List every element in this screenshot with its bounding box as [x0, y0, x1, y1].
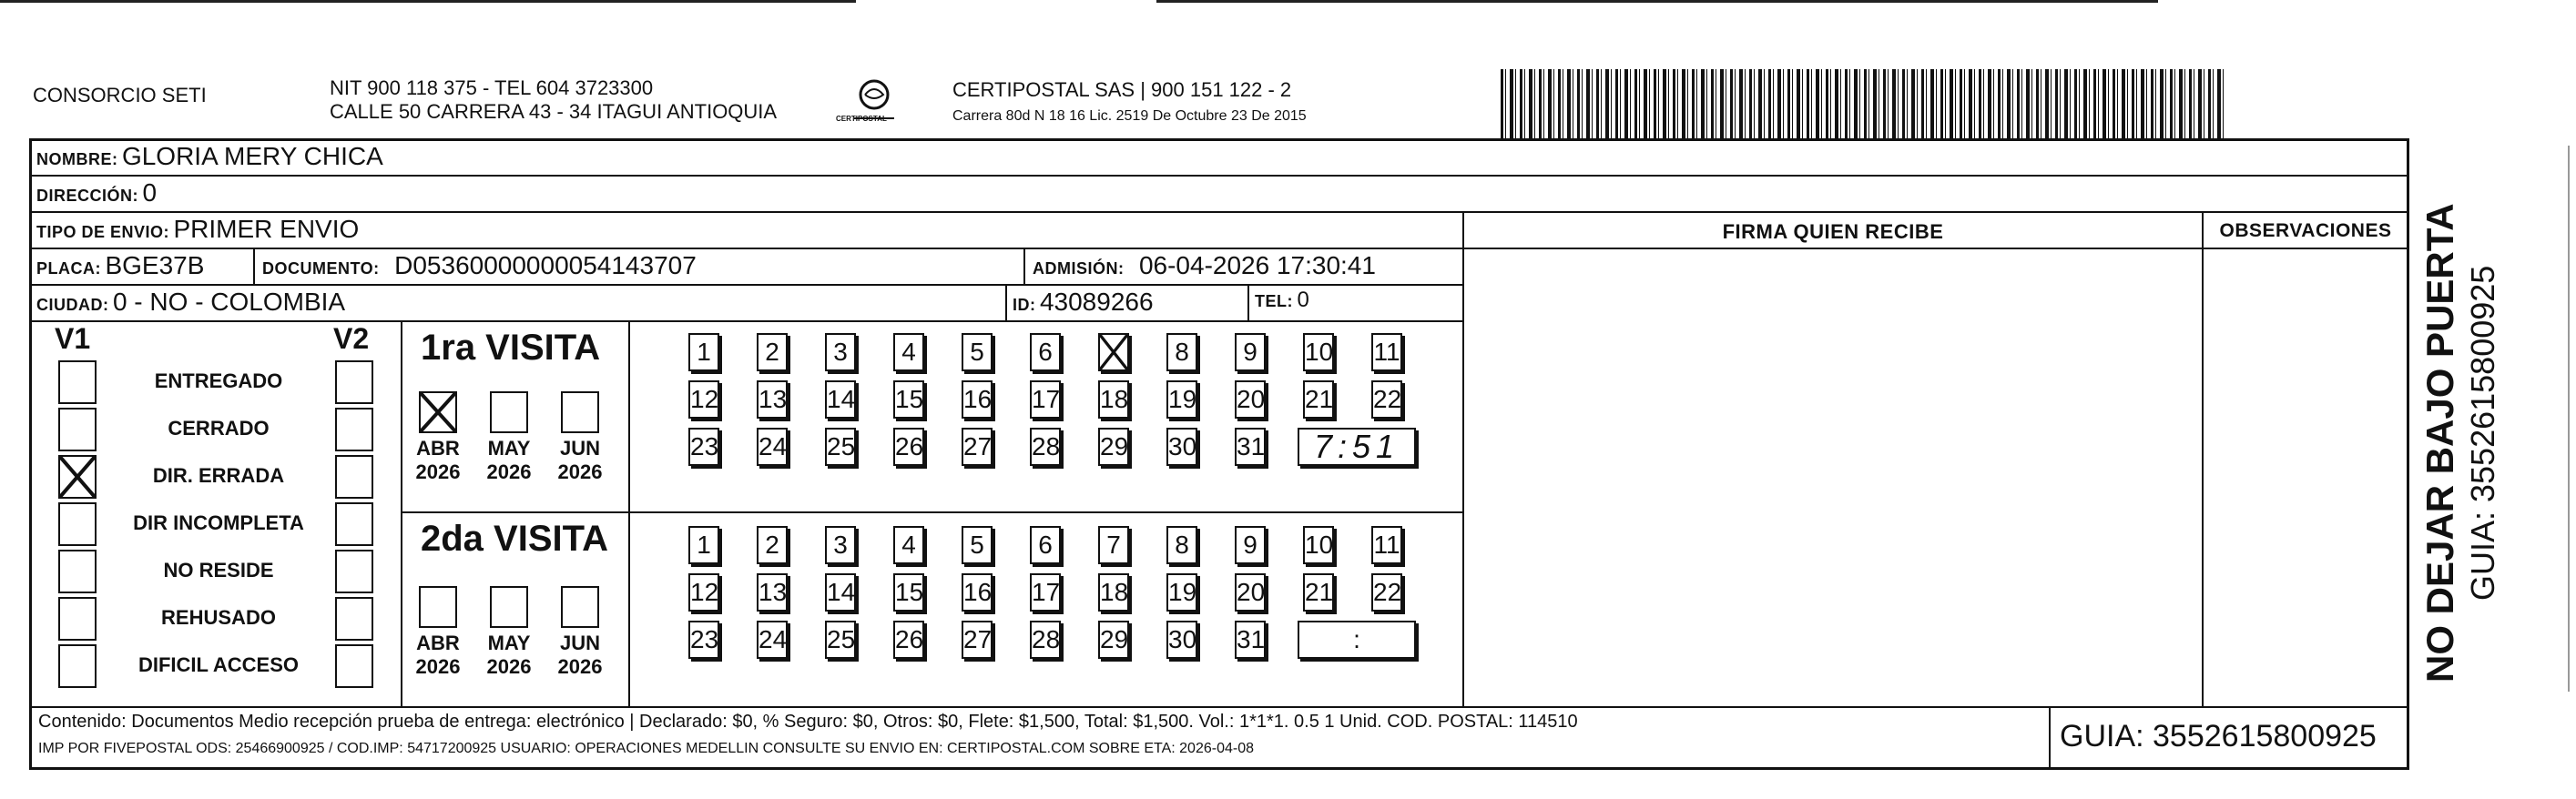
- visit2-month-checkbox[interactable]: [561, 586, 599, 628]
- status-label: ENTREGADO: [154, 369, 283, 392]
- visit2-day[interactable]: 20: [1235, 573, 1266, 612]
- visit1-day[interactable]: 18: [1098, 380, 1129, 419]
- v2-checkbox[interactable]: [335, 360, 373, 404]
- visit2-day[interactable]: 14: [825, 573, 856, 612]
- tipo-envio-label: TIPO DE ENVIO:: [36, 223, 170, 241]
- tipo-envio-row: [36, 215, 359, 244]
- ciudad-field: [36, 288, 345, 317]
- documento-value: D05360000000054143707: [394, 251, 697, 279]
- visit2-month-label: MAY: [487, 632, 531, 654]
- visit2-day[interactable]: 10: [1303, 526, 1334, 564]
- visit2-day[interactable]: 28: [1030, 621, 1061, 659]
- visit1-month-label: JUN: [559, 437, 600, 460]
- visit1-day[interactable]: 22: [1371, 380, 1402, 419]
- visit2-day[interactable]: 3: [825, 526, 856, 564]
- nombre-value: GLORIA MERY CHICA: [121, 142, 383, 170]
- visit1-day[interactable]: 8: [1166, 333, 1197, 371]
- visit2-day[interactable]: 13: [757, 573, 788, 612]
- visit1-time-box[interactable]: 7:51: [1298, 428, 1416, 466]
- visit1-day[interactable]: 2: [757, 333, 788, 371]
- status-label: NO RESIDE: [163, 559, 274, 582]
- visit2-month-year: 2026: [557, 655, 603, 678]
- top-edge-line: [0, 0, 856, 3]
- visit1-month-checkbox[interactable]: [490, 391, 528, 433]
- visit2-day[interactable]: 12: [688, 573, 719, 612]
- visit1-day[interactable]: 28: [1030, 428, 1061, 466]
- v2-heading: V2: [333, 322, 370, 355]
- id-value: 43089266: [1039, 288, 1154, 316]
- visit1-day[interactable]: 24: [757, 428, 788, 466]
- documento-field: [262, 251, 697, 280]
- visit2-time-box[interactable]: :: [1298, 621, 1416, 659]
- visit1-day[interactable]: 3: [825, 333, 856, 371]
- v2-checkbox[interactable]: [335, 597, 373, 641]
- v2-checkbox[interactable]: [335, 644, 373, 688]
- visit2-month-year: 2026: [415, 655, 461, 678]
- status-label: CERRADO: [168, 417, 270, 440]
- documento-label: DOCUMENTO:: [262, 259, 380, 278]
- observaciones-heading: OBSERVACIONES: [2219, 220, 2392, 241]
- visit1-day[interactable]: 27: [962, 428, 993, 466]
- nombre-label: NOMBRE:: [36, 150, 118, 168]
- nombre-row: [36, 142, 383, 171]
- visit2-day[interactable]: 7: [1098, 526, 1129, 564]
- status-label: DIR INCOMPLETA: [133, 511, 304, 534]
- visit1-month-label: ABR: [416, 437, 460, 460]
- v2-checkbox[interactable]: [335, 550, 373, 593]
- visit2-day[interactable]: 8: [1166, 526, 1197, 564]
- side-guia-text: GUIA: 3552615800925: [2464, 265, 2501, 601]
- visit1-day[interactable]: 10: [1303, 333, 1334, 371]
- direccion-label: DIRECCIÓN:: [36, 187, 138, 205]
- placa-field: [36, 251, 204, 280]
- visit1-day[interactable]: 6: [1030, 333, 1061, 371]
- visit2-day[interactable]: 26: [893, 621, 924, 659]
- visit1-day[interactable]: 17: [1030, 380, 1061, 419]
- visit1-day[interactable]: 12: [688, 380, 719, 419]
- footer-imp: IMP POR FIVEPOSTAL ODS: 25466900925 / COD.IMP: 54717200925 USUARIO: OPERACIONES MEDELLIN CONSULTE SU ENVIO EN: CERTIPOSTAL.COM SOBRE ETA: 2026-04-08: [38, 741, 1254, 756]
- visit2-day[interactable]: 23: [688, 621, 719, 659]
- admision-field: [1033, 251, 1376, 280]
- carrier-line: CERTIPOSTAL SAS | 900 151 122 - 2: [952, 78, 1292, 101]
- visit2-day[interactable]: 6: [1030, 526, 1061, 564]
- barcode: [1501, 69, 2227, 138]
- visit1-month-year: 2026: [557, 460, 603, 483]
- ciudad-label: CIUDAD:: [36, 296, 109, 314]
- footer-guia: GUIA: 3552615800925: [2060, 719, 2377, 753]
- logo-caption: CERTIPOSTAL: [836, 115, 887, 123]
- visit1-day[interactable]: 20: [1235, 380, 1266, 419]
- visit2-month-label: ABR: [416, 632, 460, 654]
- right-edge-line: [2568, 146, 2570, 692]
- placa-value: BGE37B: [105, 251, 205, 279]
- tel-field: [1255, 288, 1309, 313]
- visit2-day[interactable]: 4: [893, 526, 924, 564]
- carrier-license: Carrera 80d N 18 16 Lic. 2519 De Octubre 23 De 2015: [952, 108, 1307, 124]
- visit2-month-checkbox[interactable]: [490, 586, 528, 628]
- visit1-day[interactable]: 14: [825, 380, 856, 419]
- visit2-month-year: 2026: [486, 655, 532, 678]
- tel-value: 0: [1297, 288, 1309, 312]
- visit2-day[interactable]: 19: [1166, 573, 1197, 612]
- nit-line: NIT 900 118 375 - TEL 604 3723300: [330, 76, 654, 99]
- v1-heading: V1: [55, 322, 91, 355]
- visit2-day[interactable]: 29: [1098, 621, 1129, 659]
- tel-label: TEL:: [1255, 292, 1293, 310]
- visit1-day[interactable]: 4: [893, 333, 924, 371]
- visit1-month-label: MAY: [487, 437, 531, 460]
- firma-heading: FIRMA QUIEN RECIBE: [1722, 220, 1944, 243]
- visit2-day[interactable]: 27: [962, 621, 993, 659]
- visit2-day[interactable]: 2: [757, 526, 788, 564]
- id-field: [1013, 288, 1154, 317]
- top-edge-line-right: [1156, 0, 2158, 3]
- visit1-day[interactable]: 9: [1235, 333, 1266, 371]
- visit1-month-checkbox[interactable]: [419, 391, 457, 433]
- visit2-title: 2da VISITA: [421, 519, 608, 559]
- visit2-month-label: JUN: [559, 632, 600, 654]
- status-label: DIR. ERRADA: [152, 464, 285, 487]
- visit1-month-year: 2026: [415, 460, 461, 483]
- visit1-day[interactable]: 21: [1303, 380, 1334, 419]
- visit1-day[interactable]: 30: [1166, 428, 1197, 466]
- visit1-day[interactable]: 25: [825, 428, 856, 466]
- admision-value: 06-04-2026 17:30:41: [1138, 251, 1376, 279]
- visit1-day[interactable]: 26: [893, 428, 924, 466]
- ciudad-value: 0 - NO - COLOMBIA: [112, 288, 346, 316]
- visit1-day[interactable]: 19: [1166, 380, 1197, 419]
- visit1-month-year: 2026: [486, 460, 532, 483]
- visit1-day[interactable]: 29: [1098, 428, 1129, 466]
- visit2-day[interactable]: 30: [1166, 621, 1197, 659]
- visit1-day[interactable]: 31: [1235, 428, 1266, 466]
- company-name: CONSORCIO SETI: [33, 84, 207, 106]
- visit2-day[interactable]: 9: [1235, 526, 1266, 564]
- visit1-day[interactable]: [1098, 333, 1129, 371]
- address-line: CALLE 50 CARRERA 43 - 34 ITAGUI ANTIOQUIA: [330, 100, 778, 123]
- visit1-day[interactable]: 13: [757, 380, 788, 419]
- visit2-day[interactable]: 15: [893, 573, 924, 612]
- visit1-title: 1ra VISITA: [421, 328, 601, 368]
- visit2-day[interactable]: 1: [688, 526, 719, 564]
- footer-contenido: Contenido: Documentos Medio recepción prueba de entrega: electrónico | Declarado: $0, % Seguro: $0, Otros: $0, Flete: $1,500, Total: $1,500. Vol.: 1*1*1. 0.5 1 Unid. COD. POSTAL: 114510: [38, 712, 1578, 732]
- visit1-day[interactable]: 1: [688, 333, 719, 371]
- visit2-day[interactable]: 5: [962, 526, 993, 564]
- visit2-day[interactable]: 24: [757, 621, 788, 659]
- admision-label: ADMISIÓN:: [1033, 259, 1125, 278]
- visit2-month-checkbox[interactable]: [419, 586, 457, 628]
- visit2-day[interactable]: 31: [1235, 621, 1266, 659]
- visit1-day[interactable]: 5: [962, 333, 993, 371]
- v2-checkbox[interactable]: [335, 502, 373, 546]
- visit2-day[interactable]: 17: [1030, 573, 1061, 612]
- visit1-day[interactable]: 15: [893, 380, 924, 419]
- tipo-envio-value: PRIMER ENVIO: [173, 215, 360, 243]
- placa-label: PLACA:: [36, 259, 101, 278]
- v2-checkbox[interactable]: [335, 408, 373, 451]
- status-label: DIFICIL ACCESO: [137, 653, 299, 676]
- visit2-day[interactable]: 18: [1098, 573, 1129, 612]
- visit2-day[interactable]: 11: [1371, 526, 1402, 564]
- visit1-day[interactable]: 16: [962, 380, 993, 419]
- visit2-day[interactable]: 21: [1303, 573, 1334, 612]
- visit2-day[interactable]: 22: [1371, 573, 1402, 612]
- visit1-month-checkbox[interactable]: [561, 391, 599, 433]
- v2-checkbox[interactable]: [335, 455, 373, 499]
- status-label: REHUSADO: [161, 606, 276, 629]
- id-label: ID:: [1013, 296, 1036, 314]
- visit1-day[interactable]: 23: [688, 428, 719, 466]
- direccion-value: 0: [142, 178, 158, 207]
- visit2-day[interactable]: 16: [962, 573, 993, 612]
- direccion-row: [36, 178, 157, 207]
- visit2-day[interactable]: 25: [825, 621, 856, 659]
- visit1-day[interactable]: 11: [1371, 333, 1402, 371]
- side-notice-text: NO DEJAR BAJO PUERTA: [2418, 203, 2461, 683]
